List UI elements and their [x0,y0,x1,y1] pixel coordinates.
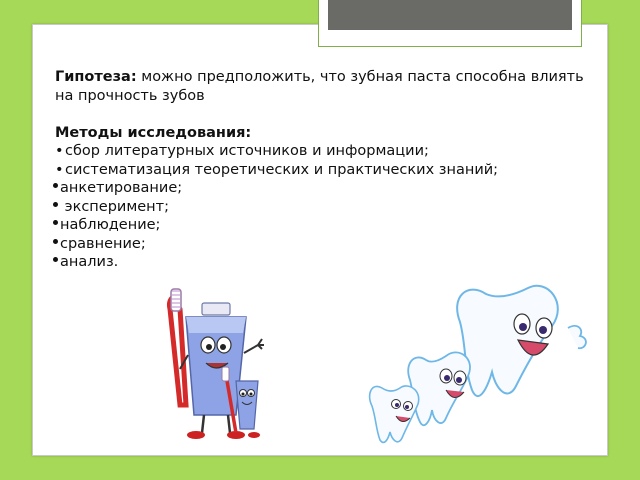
hypothesis-label: Гипотеза: [55,69,137,85]
methods-item-text: эксперимент; [60,198,169,215]
methods-item-text: наблюдение; [60,217,161,233]
methods-item [55,142,595,161]
methods-item [55,216,595,235]
title-bar [328,0,572,30]
methods-title: Методы исследования: [55,124,252,141]
bullet-dot-icon [53,257,58,262]
title-placeholder [318,0,582,47]
hypothesis-paragraph [55,68,595,105]
methods-item [55,179,595,198]
methods-item [55,235,595,254]
methods-item [55,253,595,272]
methods-item [55,198,595,217]
toothpaste-and-brush-cartoon-illustration [150,285,280,445]
methods-item [55,161,595,180]
methods-item-text: анализ. [60,254,119,270]
methods-item-text: сбор литературных источников и информации; [65,143,429,159]
bullet-marker: • [55,161,64,178]
bullet-dot-icon [53,239,58,244]
slide-content [55,68,595,272]
smiling-teeth-cartoon-illustration [368,272,604,450]
bullet-dot-icon [53,220,58,225]
bullet-dot-icon [53,202,58,207]
hypothesis-text: можно предположить, что зубная паста способна влиять на прочность зубов [55,69,584,104]
bullet-marker: • [55,143,64,159]
methods-item-text: анкетирование; [60,180,183,196]
bullet-dot-icon [53,183,58,188]
methods-item-text: сравнение; [60,235,146,252]
methods-item-text: систематизация теоретических и практических знаний; [65,161,499,178]
